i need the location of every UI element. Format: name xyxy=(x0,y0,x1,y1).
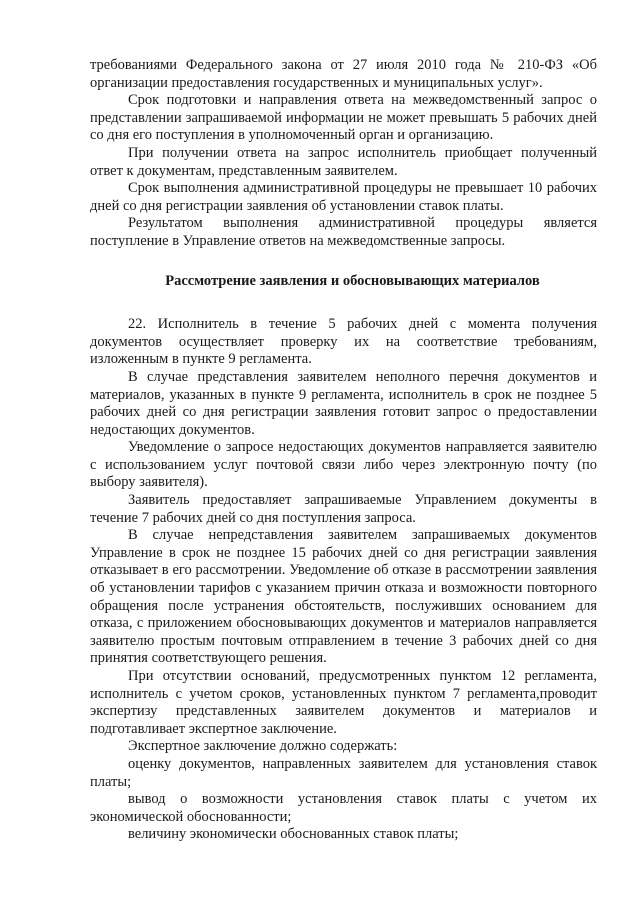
paragraph: Уведомление о запросе недостающих документов направляется заявителю с использованием услуг почтовой связи либо через электронную почту (по выбору заявителя). xyxy=(90,439,597,491)
section-heading: Рассмотрение заявления и обосновывающих материалов xyxy=(165,272,540,289)
paragraph: 22. Исполнитель в течение 5 рабочих дней с момента получения документов осуществляет проверку их на соответствие требованиям, изложенным в пункте 9 регламента. xyxy=(90,316,597,368)
paragraph: При отсутствии оснований, предусмотренных пунктом 12 регламента, исполнитель с учетом сроков, установленных пунктом 7 регламента,проводит экспертизу представленных заявителем документов и материалов и подготавливает экспертное заключение. xyxy=(90,668,597,737)
paragraph: При получении ответа на запрос исполнитель приобщает полученный ответ к документам, представленным заявителем. xyxy=(90,144,597,179)
paragraph: Заявитель предоставляет запрашиваемые Управлением документы в течение 7 рабочих дней со дня поступления запроса. xyxy=(90,492,597,526)
list-item: вывод о возможности установления ставок платы с учетом их экономической обоснованности; xyxy=(90,791,597,825)
paragraph: Срок подготовки и направления ответа на межведомственный запрос о представлении запрашиваемой информации не может превышать 5 рабочих дней со дня его поступления в уполномоченный орган и организацию. xyxy=(90,92,597,144)
document-page xyxy=(90,57,597,844)
list-item: величину экономически обоснованных ставок платы; xyxy=(128,826,459,843)
paragraph: В случае непредставления заявителем запрашиваемых документов Управление в срок не позднее 15 рабочих дней со дня регистрации заявления отказывает в его рассмотрении. Уведомление об отказе в рассмотрении заявления об установлении тарифов с указанием причин отказа и возможности повторного обращения после устранения обстоятельств, послуживших основанием для отказа, с приложением обосновывающих документов и материалов направляется заявителю простым почтовым отправлением в течение 3 рабочих дней со дня принятия соответствующего решения. xyxy=(90,527,597,667)
paragraph: Срок выполнения административной процедуры не превышает 10 рабочих дней со дня регистрации заявления об установлении ставок платы. xyxy=(90,180,597,214)
paragraph: В случае представления заявителем неполного перечня документов и материалов, указанных в пункте 9 регламента, исполнитель в срок не позднее 5 рабочих дней со дня регистрации заявления готовит запрос о предоставлении недостающих документов. xyxy=(90,368,597,438)
paragraph: Экспертное заключение должно содержать: xyxy=(128,738,398,755)
list-item: оценку документов, направленных заявителем для установления ставок платы; xyxy=(90,755,597,790)
paragraph: требованиями Федерального закона от 27 июля 2010 года № 210-ФЗ «Об организации предоставления государственных и муниципальных услуг». xyxy=(90,57,597,91)
paragraph: Результатом выполнения административной процедуры является поступление в Управление ответов на межведомственные запросы. xyxy=(90,215,597,249)
